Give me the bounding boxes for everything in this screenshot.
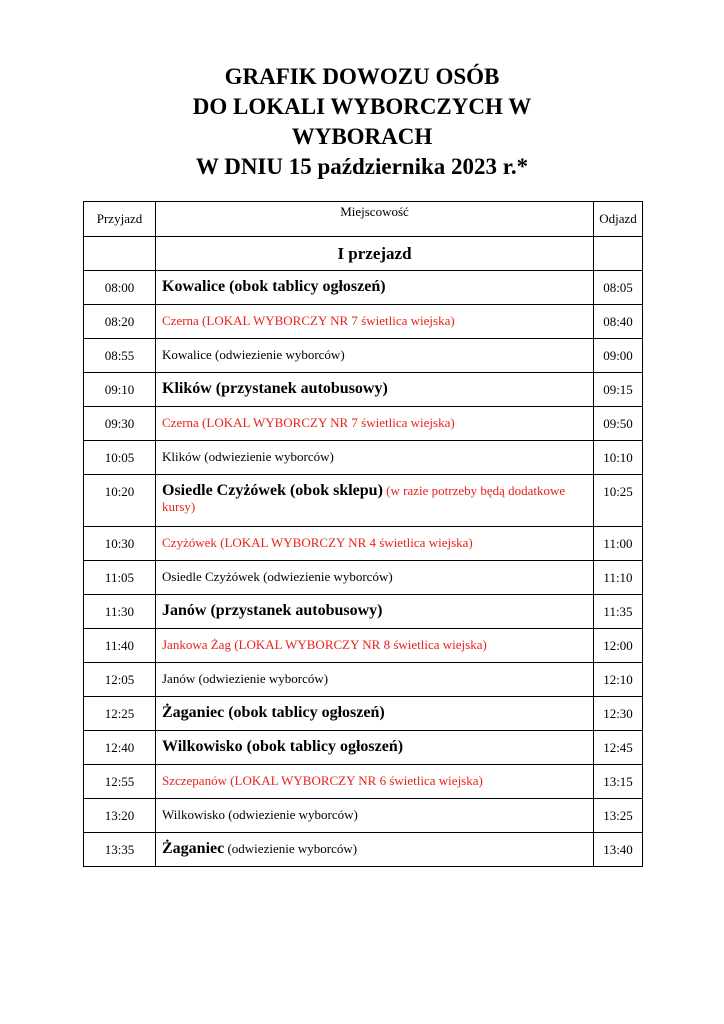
departure-time: 12:10 bbox=[594, 663, 643, 697]
table-row bbox=[84, 663, 643, 697]
departure-time: 12:30 bbox=[594, 697, 643, 731]
title-line-1: GRAFIK DOWOZU OSÓB bbox=[224, 64, 500, 89]
arrival-time: 09:30 bbox=[84, 407, 156, 441]
header-arrival: Przyjazd bbox=[84, 202, 156, 237]
place-cell bbox=[156, 595, 594, 629]
table-row bbox=[84, 475, 643, 527]
table-row bbox=[84, 305, 643, 339]
place-cell bbox=[156, 407, 594, 441]
departure-time: 09:15 bbox=[594, 373, 643, 407]
place-cell bbox=[156, 271, 594, 305]
place-name: Klików (przystanek autobusowy) bbox=[162, 380, 388, 397]
place-name: Szczepanów (LOKAL WYBORCZY NR 6 świetlica wiejska) bbox=[162, 773, 483, 788]
header-place: Miejscowość bbox=[156, 202, 594, 237]
departure-time: 08:40 bbox=[594, 305, 643, 339]
table-row bbox=[84, 629, 643, 663]
table-row bbox=[84, 765, 643, 799]
place-cell bbox=[156, 833, 594, 867]
table-row bbox=[84, 339, 643, 373]
arrival-time: 11:30 bbox=[84, 595, 156, 629]
section-empty-cell bbox=[594, 237, 643, 271]
place-name: Klików (odwiezienie wyborców) bbox=[162, 449, 334, 464]
arrival-time: 11:40 bbox=[84, 629, 156, 663]
title-line-2: DO LOKALI WYBORCZYCH W bbox=[192, 94, 532, 119]
place-cell bbox=[156, 475, 594, 527]
table-row bbox=[84, 561, 643, 595]
place-cell bbox=[156, 305, 594, 339]
place-cell bbox=[156, 663, 594, 697]
header-departure: Odjazd bbox=[594, 202, 643, 237]
place-name: Żaganiec (obok tablicy ogłoszeń) bbox=[162, 704, 385, 721]
departure-time: 13:40 bbox=[594, 833, 643, 867]
departure-time: 08:05 bbox=[594, 271, 643, 305]
arrival-time: 08:20 bbox=[84, 305, 156, 339]
departure-time: 13:15 bbox=[594, 765, 643, 799]
title-line-4: W DNIU 15 października 2023 r.* bbox=[195, 154, 529, 179]
table-header-row bbox=[84, 202, 643, 237]
departure-time: 13:25 bbox=[594, 799, 643, 833]
place-note: (odwiezienie wyborców) bbox=[224, 841, 358, 856]
place-cell bbox=[156, 731, 594, 765]
schedule-table bbox=[83, 201, 643, 867]
place-cell bbox=[156, 799, 594, 833]
arrival-time: 09:10 bbox=[84, 373, 156, 407]
place-cell bbox=[156, 765, 594, 799]
place-name: Żaganiec bbox=[162, 840, 225, 857]
table-row bbox=[84, 527, 643, 561]
table-row bbox=[84, 595, 643, 629]
place-name: Czerna (LOKAL WYBORCZY NR 7 świetlica wiejska) bbox=[162, 313, 455, 328]
place-cell bbox=[156, 561, 594, 595]
table-row bbox=[84, 833, 643, 867]
place-cell bbox=[156, 373, 594, 407]
arrival-time: 12:05 bbox=[84, 663, 156, 697]
departure-time: 11:35 bbox=[594, 595, 643, 629]
place-name: Kowalice (odwiezienie wyborców) bbox=[162, 347, 345, 362]
arrival-time: 12:40 bbox=[84, 731, 156, 765]
arrival-time: 13:20 bbox=[84, 799, 156, 833]
place-note: (w razie potrzeby będą dodatkowe kursy) bbox=[162, 483, 566, 514]
departure-time: 10:25 bbox=[594, 475, 643, 527]
place-name: Kowalice (obok tablicy ogłoszeń) bbox=[162, 278, 386, 295]
arrival-time: 11:05 bbox=[84, 561, 156, 595]
place-cell bbox=[156, 441, 594, 475]
table-row bbox=[84, 697, 643, 731]
arrival-time: 10:05 bbox=[84, 441, 156, 475]
departure-time: 11:00 bbox=[594, 527, 643, 561]
place-name: Janów (odwiezienie wyborców) bbox=[162, 671, 329, 686]
arrival-time: 12:25 bbox=[84, 697, 156, 731]
departure-time: 09:00 bbox=[594, 339, 643, 373]
place-name: Osiedle Czyżówek (obok sklepu) bbox=[162, 482, 383, 499]
departure-time: 09:50 bbox=[594, 407, 643, 441]
place-cell bbox=[156, 629, 594, 663]
departure-time: 10:10 bbox=[594, 441, 643, 475]
departure-time: 11:10 bbox=[594, 561, 643, 595]
table-row bbox=[84, 799, 643, 833]
place-name: Czyżówek (LOKAL WYBORCZY NR 4 świetlica wiejska) bbox=[162, 535, 473, 550]
place-name: Janów (przystanek autobusowy) bbox=[162, 602, 383, 619]
table-row bbox=[84, 407, 643, 441]
section-empty-cell bbox=[84, 237, 156, 271]
table-row bbox=[84, 271, 643, 305]
place-name: Wilkowisko (odwiezienie wyborców) bbox=[162, 807, 358, 822]
arrival-time: 13:35 bbox=[84, 833, 156, 867]
arrival-time: 12:55 bbox=[84, 765, 156, 799]
place-cell bbox=[156, 339, 594, 373]
table-row bbox=[84, 441, 643, 475]
title-line-3: WYBORACH bbox=[291, 124, 433, 149]
departure-time: 12:45 bbox=[594, 731, 643, 765]
arrival-time: 10:30 bbox=[84, 527, 156, 561]
section-row bbox=[84, 237, 643, 271]
place-name: Osiedle Czyżówek (odwiezienie wyborców) bbox=[162, 569, 393, 584]
arrival-time: 08:55 bbox=[84, 339, 156, 373]
place-name: Czerna (LOKAL WYBORCZY NR 7 świetlica wiejska) bbox=[162, 415, 455, 430]
place-name: Wilkowisko (obok tablicy ogłoszeń) bbox=[162, 738, 404, 755]
table-row bbox=[84, 373, 643, 407]
place-cell bbox=[156, 697, 594, 731]
departure-time: 12:00 bbox=[594, 629, 643, 663]
document-title bbox=[0, 62, 724, 182]
table-row bbox=[84, 731, 643, 765]
place-cell bbox=[156, 527, 594, 561]
arrival-time: 10:20 bbox=[84, 475, 156, 527]
section-title: I przejazd bbox=[156, 237, 594, 271]
arrival-time: 08:00 bbox=[84, 271, 156, 305]
place-name: Jankowa Żag (LOKAL WYBORCZY NR 8 świetlica wiejska) bbox=[162, 637, 487, 652]
